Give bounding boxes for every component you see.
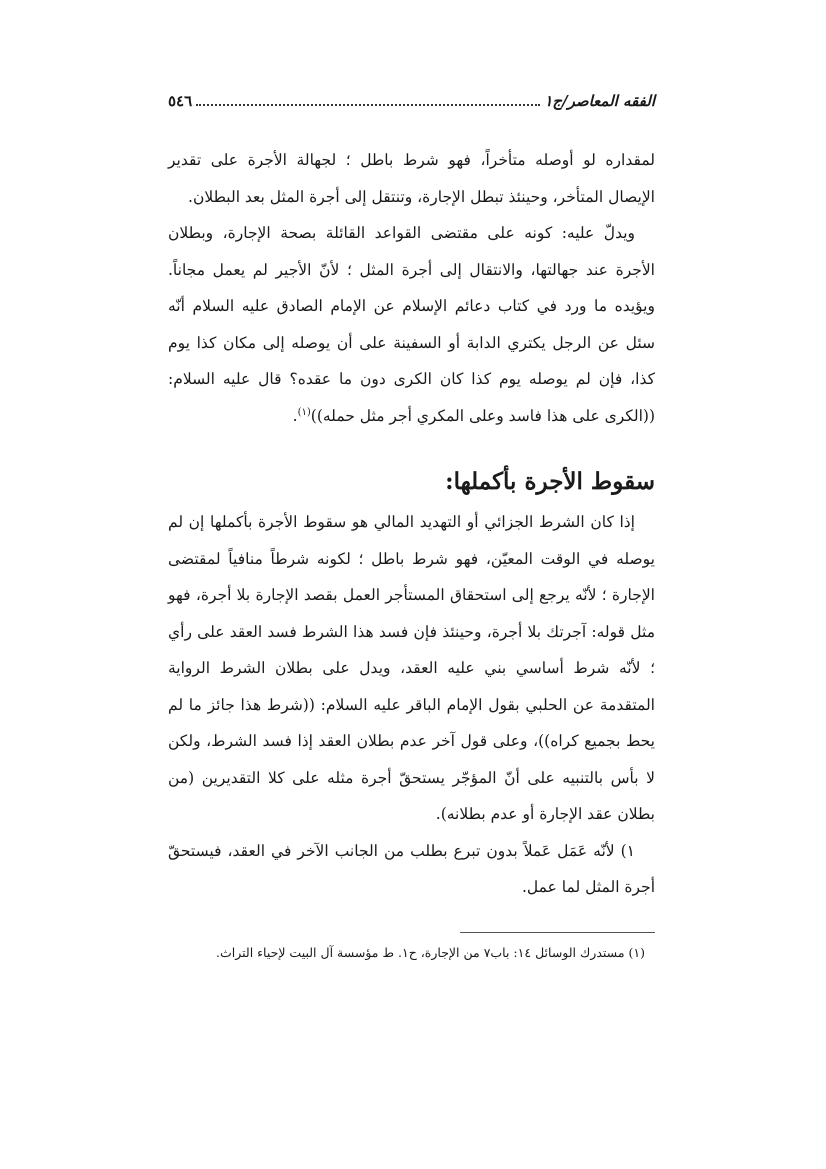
paragraph-text: ويدلّ عليه: كونه على مقتضى القواعد القائلة بصحة الإجارة، وبطلان الأجرة عند جهالتها، والانتقال إلى أجرة المثل ؛ لأنّ الأجير لم يعمل مجاناً. ويؤيده ما ورد في كتاب دعائم الإسلام عن الإمام الصادق عليه السلام أنّه سئل عن الرجل يكتري الدابة أو السفينة على أن يوصله إلى مكان كذا يوم كذا، فإن لم يوصله يوم كذا كان الكرى دون ما عقده؟ قال عليه السلام: ((الكرى على هذا فاسد وعلى المكري أجر مثل حمله)) <box>168 224 655 425</box>
book-page <box>168 92 655 963</box>
footnote-reference[interactable]: (١) <box>297 406 311 418</box>
paragraph: لمقداره لو أوصله متأخراً، فهو شرط باطل ؛ لجهالة الأجرة على تقدير الإيصال المتأخر، وحينئذ تبطل الإجارة، وتنتقل إلى أجرة المثل بعد البطلان. <box>168 151 655 206</box>
paragraph: ويدلّ عليه: كونه على مقتضى القواعد القائلة بصحة الإجارة، وبطلان الأجرة عند جهالتها، والانتقال إلى أجرة المثل ؛ لأنّ الأجير لم يعمل مجاناً. ويؤيده ما ورد في كتاب دعائم الإسلام عن الإمام الصادق عليه السلام أنّه سئل عن الرجل يكتري الدابة أو السفينة على أن يوصله إلى مكان كذا يوم كذا، فإن لم يوصله يوم كذا كان الكرى دون ما عقده؟ قال عليه السلام: ((الكرى على هذا فاسد وعلى المكري أجر مثل حمله))$^{(١)}$. <box>168 224 655 425</box>
footnote: (١) مستدرك الوسائل ١٤: باب٧ من الإجارة، ح١. ط مؤسسة آل البيت لإحياء التراث. <box>216 944 645 960</box>
paragraph: إذا كان الشرط الجزائي أو التهديد المالي هو سقوط الأجرة بأكملها إن لم يوصله في الوقت المعيّن، فهو شرط باطل ؛ لكونه شرطاً منافياً لمقتضى الإجارة ؛ لأنّه يرجع إلى استحقاق المستأجر العمل بقصد الإجارة بلا أجرة، فهو مثل قوله: آجرتك بلا أجرة، وحينئذ فإن فسد هذا الشرط فسد العقد على رأي ؛ لأنّه شرط أساسي بني عليه العقد، ويدل على بطلان الشرط الرواية المتقدمة عن الحلبي بقول الإمام الباقر عليه السلام: ((شرط هذا جائز ما لم يحط بجميع كراه))، وعلى قول آخر عدم بطلان العقد إذا فسد الشرط، ولكن لا بأس بالتنبيه على أنّ المؤجّر يستحقّ أجرة مثله على كلا التقديرين (من بطلان عقد الإجارة أو عدم بطلانه). <box>168 513 655 823</box>
header-title: الفقه المعاصر/ج١ <box>544 92 655 110</box>
main-text <box>168 142 655 906</box>
paragraph: ١) لأنّه عَمَل عَملاً بدون تبرع بطلب من الجانب الآخر في العقد، فيستحقّ أجرة المثل لما عمل. <box>168 841 655 896</box>
section-heading: سقوط الأجرة بأكملها: <box>445 468 655 495</box>
running-header <box>168 92 655 122</box>
page-number: ٥٤٦ <box>168 92 193 110</box>
header-dotted-leader <box>196 103 540 106</box>
footnote-divider <box>460 932 655 933</box>
